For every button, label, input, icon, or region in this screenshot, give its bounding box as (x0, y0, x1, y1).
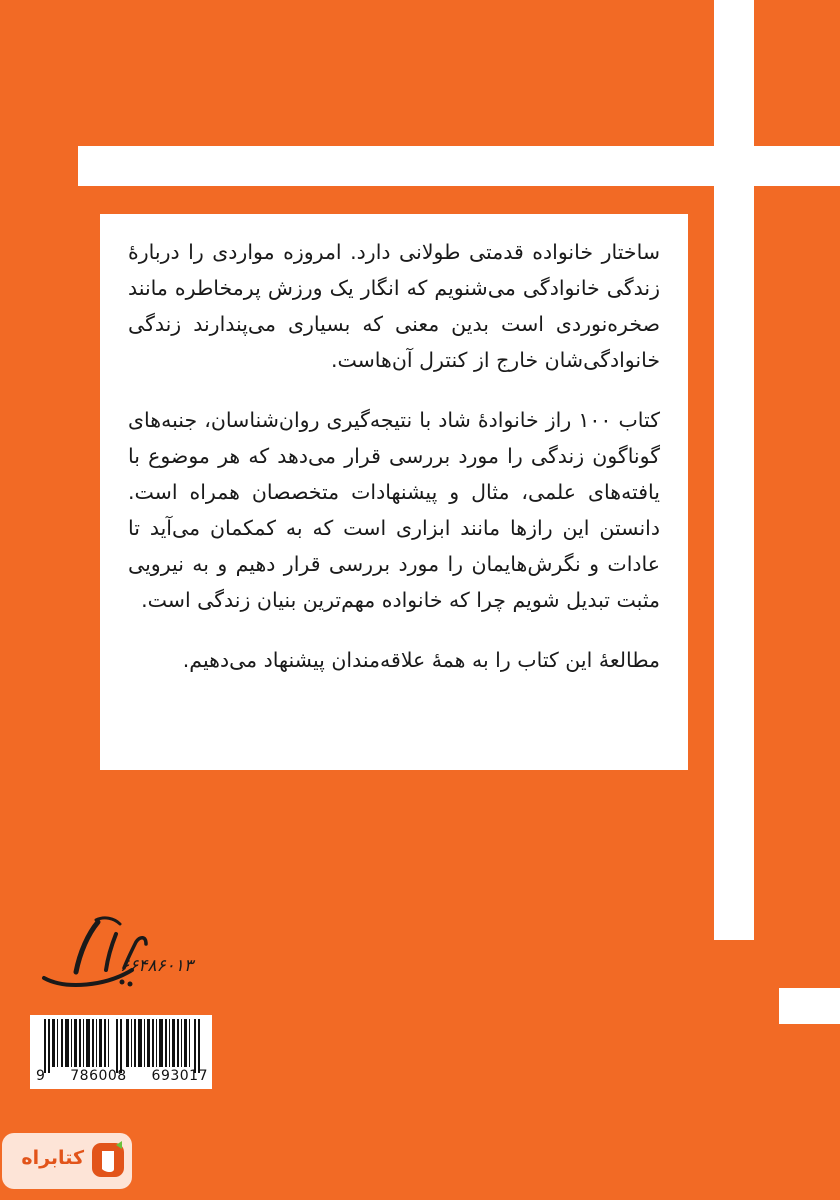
blurb-paragraph-1: ساختار خانواده قدمتی طولانی دارد. امروزه مواردی را دربارهٔ زندگی خانوادگی می‌شنویم که انگار یک ورزش پرمخاطره مانند صخره‌نوردی است بدین معنی که بسیاری می‌پندارند زندگی خانوادگی‌شان خارج از کنترل آن‌هاست. (128, 240, 660, 372)
barcode-digit-group-2: 693017 (151, 1068, 208, 1084)
barcode-digit-group-1: 786008 (70, 1068, 127, 1084)
corner-stripe (779, 988, 840, 1024)
barcode-digit-prefix: 9 (36, 1068, 46, 1084)
blurb-paragraph-2: کتاب ۱۰۰ راز خانوادهٔ شاد با نتیجه‌گیری روان‌شناسان، جنبه‌های گوناگون زندگی را مورد بررسی قرار می‌دهد که هر موضوع با یافته‌های علمی، مثال و پیشنهادات متخصصان همراه است. دانستن این رازها مانند ابزاری است که به کمکمان می‌آید تا عادات و نگرش‌هایمان را مورد بررسی قرار دهیم و به نیرویی مثبت تبدیل شویم چرا که خانواده مهم‌ترین بنیان زندگی است. (128, 408, 660, 612)
blurb-paragraph-3: مطالعهٔ این کتاب را به همهٔ علاقه‌مندان پیشنهاد می‌دهیم. (182, 648, 660, 672)
horizontal-stripe (78, 146, 840, 186)
barcode-bars (30, 1019, 212, 1073)
publisher-calligraphy-logo (36, 912, 216, 992)
publisher-phone: ۶۶۴۸۶۰۱۳ (120, 956, 194, 976)
watermark-label: کتابراه (21, 1147, 84, 1169)
barcode-digits (36, 1068, 208, 1084)
vertical-stripe (714, 0, 754, 940)
taaghche-logo-icon (88, 1139, 128, 1183)
blurb-box (100, 214, 688, 770)
